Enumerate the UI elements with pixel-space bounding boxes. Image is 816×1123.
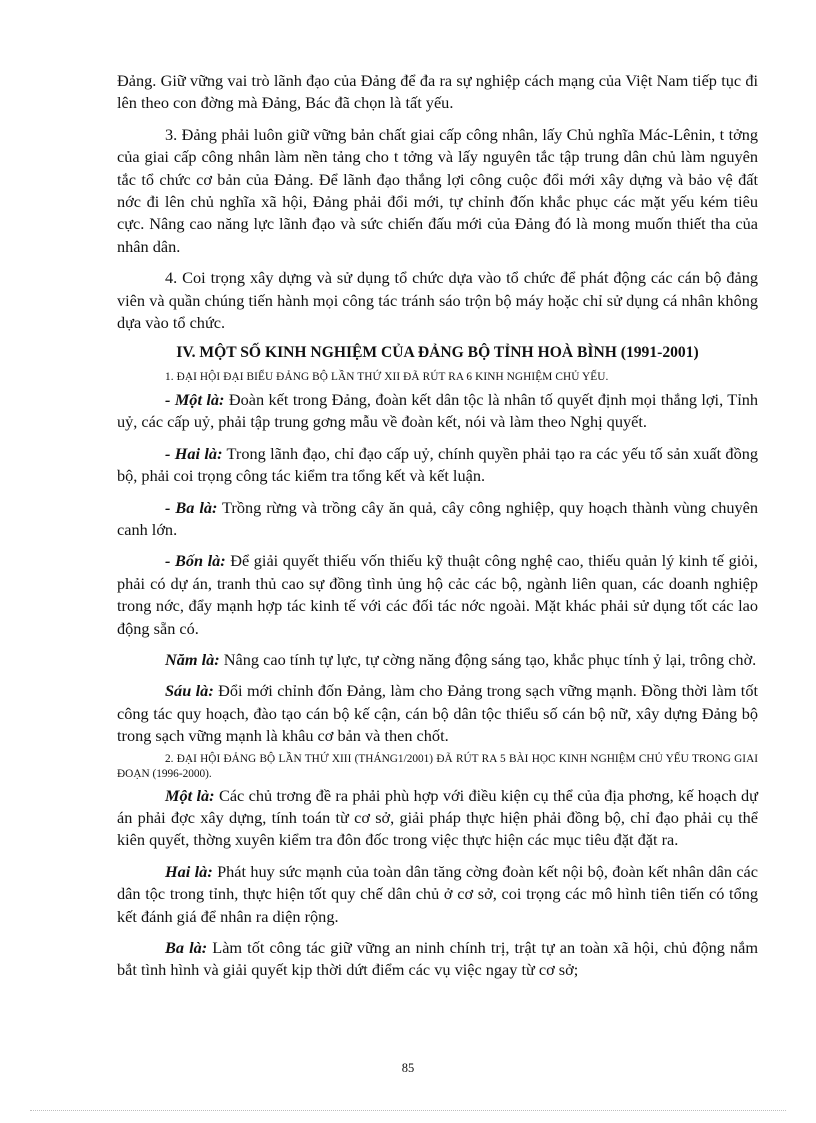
- list-item: [117, 550, 758, 640]
- item-lead: - Ba là:: [165, 497, 218, 517]
- item-lead: - Hai là:: [165, 443, 223, 463]
- item-lead: Sáu là:: [165, 681, 214, 701]
- item-lead: - Một là:: [165, 389, 225, 409]
- list-item: [117, 389, 758, 434]
- item-lead: - Bốn là:: [165, 551, 226, 571]
- item-lead: Ba là:: [165, 938, 208, 957]
- page-bottom-divider: [30, 1110, 786, 1111]
- item-text: Nâng cao tính tự lực, tự cờng năng động sáng tạo, khắc phục tính ỷ lại, trông chờ.: [219, 649, 757, 669]
- list-item: [117, 649, 758, 671]
- item-text: Đoàn kết trong Đảng, đoàn kết dân tộc là nhân tố quyết định mọi thắng lợi, Tỉnh uỷ, các cấp uỷ, phải tập trung gơng mẫu về đoàn kết, nói và làm theo Nghị quyết.: [117, 389, 758, 432]
- list-item: [117, 443, 758, 488]
- item-lead: Một là:: [165, 785, 215, 805]
- section-heading: IV. MỘT SỐ KINH NGHIỆM CỦA ĐẢNG BỘ TỈNH HOÀ BÌNH (1991-2001): [176, 344, 699, 362]
- item-text: Để giải quyết thiếu vốn thiếu kỹ thuật công nghệ cao, thiếu quản lý kinh tế giỏi, phải có dự án, tranh thủ cao sự đồng tình ủng hộ cảc các bộ, ngành liên quan, các doanh nghiệp trong nớc, đẩy mạnh hợp tác kinh tế với các đối tác nớc ngoài. Mặt khác phải sử dụng tốt các lao động sẵn có.: [117, 551, 758, 638]
- item-text: Đổi mới chỉnh đốn Đảng, làm cho Đảng trong sạch vững mạnh. Đồng thời làm tốt công tác quy hoạch, đào tạo cán bộ kế cận, cán bộ dân tộc thiểu số cán bộ nữ, xây dựng Đảng bộ trong sạch vững mạnh là khâu cơ bản và then chốt.: [117, 681, 758, 746]
- item-text: Trong lãnh đạo, chỉ đạo cấp uỷ, chính quyền phải tạo ra các yếu tố sản xuất đồng bộ, phải coi trọng công tác kiểm tra tổng kết và kết luận.: [117, 443, 758, 486]
- item-text: Các chủ trơng đề ra phải phù hợp với điều kiện cụ thể của địa phơng, kế hoạch dự án phải đợc xây dựng, tính toán từ cơ sở, giải pháp thực hiện phải đồng bộ, chỉ đạo phải cụ thể kiên quyết, thờng xuyên kiểm tra đôn đốc trong việc thực hiện các mục tiêu đặt đặt ra.: [117, 785, 758, 850]
- item-text: Làm tốt công tác giữ vững an ninh chính trị, trật tự an toàn xã hội, chủ động nắm bắt tình hình và giải quyết kịp thời dứt điểm các vụ việc ngay từ cơ sở;: [117, 938, 758, 980]
- subsection-heading-1: 1. ĐẠI HỘI ĐẠI BIỂU ĐẢNG BỘ LẦN THỨ XII ĐÃ RÚT RA 6 KINH NGHIỆM CHỦ YẾU.: [165, 370, 609, 383]
- list-item: [117, 680, 758, 747]
- page-number: 85: [401, 1061, 415, 1075]
- item-lead: Năm là:: [165, 649, 220, 669]
- list-item: [117, 497, 758, 542]
- item-text: Trồng rừng và trồng cây ăn quả, cây công nghiệp, quy hoạch thành vùng chuyên canh lớn.: [117, 497, 758, 539]
- paragraph-point-4: 4. Coi trọng xây dựng và sử dụng tổ chức dựa vào tổ chức để phát động các cán bộ đảng viên và quần chúng tiến hành mọi công tác tránh sáo trộn bộ máy hoặc chỉ sử dụng cá nhân không dựa vào tổ chức.: [117, 268, 758, 333]
- paragraph-continuation: Đảng. Giữ vững vai trò lãnh đạo của Đảng để đa ra sự nghiệp cách mạng của Việt Nam tiếp tục đi lên theo con đờng mà Đảng, Bác đã chọn là tất yếu.: [117, 71, 758, 113]
- page-body: [117, 70, 758, 991]
- list-item: [117, 937, 758, 982]
- item-lead: Hai là:: [165, 861, 213, 881]
- subsection-heading-2: 2. ĐẠI HỘI ĐẢNG BỘ LẦN THỨ XIII (THÁNG1/2001) ĐÃ RÚT RA 5 BÀI HỌC KINH NGHIỆM CHỦ YẾU TRONG GIAI ĐOẠN (1996-2000).: [117, 752, 758, 780]
- item-text: Phát huy sức mạnh của toàn dân tăng cờng đoàn kết nội bộ, đoàn kết nhân dân các dân tộc trong tỉnh, thực hiện tốt quy chế dân chủ ở cơ sở, coi trọng các mô hình tiên tiến có tổng kết đánh giá để nhân ra diện rộng.: [117, 861, 758, 926]
- paragraph-point-3: 3. Đảng phải luôn giữ vững bản chất giai cấp công nhân, lấy Chủ nghĩa Mác-Lênin, t tởng của giai cấp công nhân làm nền tảng cho t tởng và lấy nguyên tắc tập trung dân chủ làm nguyên tắc tổ chức cơ bản của Đảng. Để lãnh đạo thắng lợi công cuộc đổi mới xây dựng và bảo vệ đất nớc đi lên chủ nghĩa xã hội, Đảng phải đổi mới, tự chỉnh đốn khắc phục các mặt yếu kém tiêu cực. Nâng cao năng lực lãnh đạo và sức chiến đấu mới của Đảng đó là mong muốn thiết tha của nhân dân.: [117, 124, 758, 256]
- list-item: [117, 861, 758, 928]
- list-item: [117, 785, 758, 852]
